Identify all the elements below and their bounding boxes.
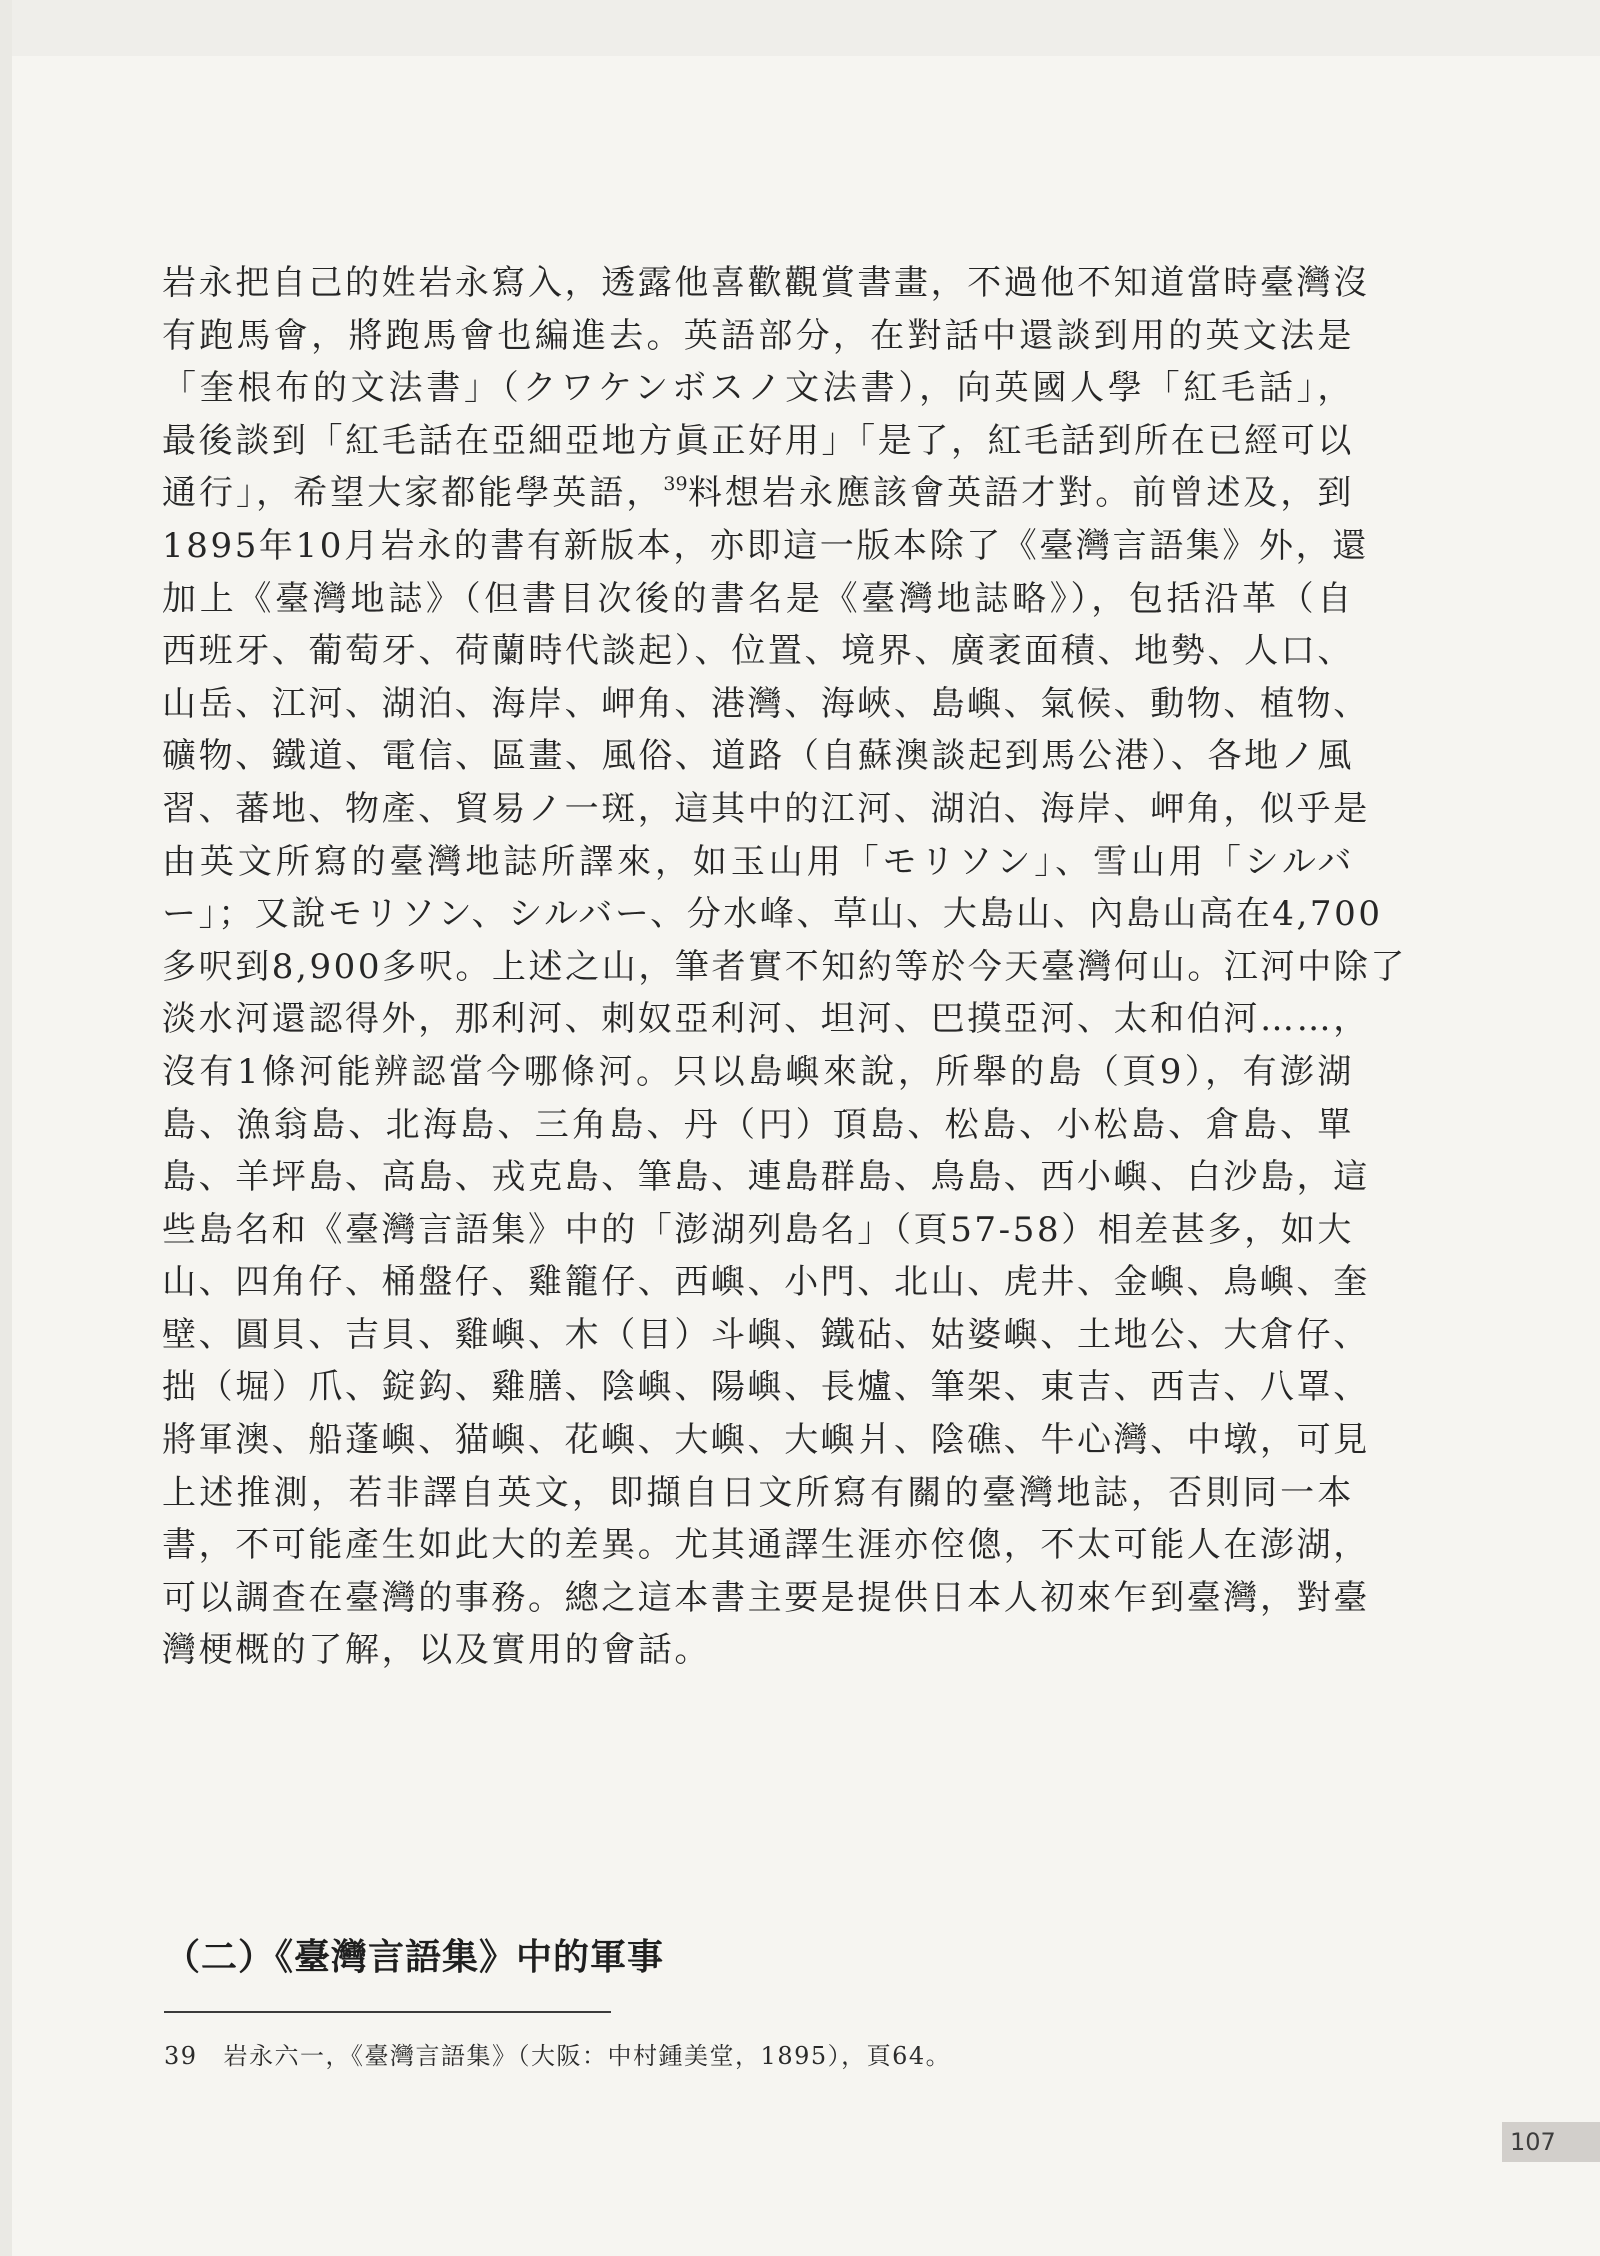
body-line: 島、漁翁島、北海島、三角島、丹（円）頂島、松島、小松島、倉島、單: [162, 1104, 1354, 1145]
body-line: 習、蕃地、物產、貿易ノ一斑，這其中的江河、湖泊、海岸、岬角，似乎是: [162, 788, 1370, 829]
body-line: 上述推測，若非譯自英文，即擷自日文所寫有關的臺灣地誌，否則同一本: [162, 1472, 1354, 1513]
body-line: 由英文所寫的臺灣地誌所譯來，如玉山用「モリソン」、雪山用「シルバ: [162, 841, 1354, 882]
page-number: 107: [1502, 2122, 1600, 2162]
body-line: 壁、圓貝、吉貝、雞嶼、木（目）斗嶼、鐵砧、姑婆嶼、土地公、大倉仔、: [162, 1314, 1370, 1355]
body-line: 礦物、鐵道、電信、區畫、風俗、道路（自蘇澳談起到馬公港）、各地ノ風: [162, 736, 1354, 777]
body-line: 淡水河還認得外，那利河、刺奴亞利河、坦河、巴摸亞河、太和伯河……，: [162, 999, 1370, 1040]
body-line: 1895年10月岩永的書有新版本，亦即這一版本除了《臺灣言語集》外，還: [162, 525, 1369, 566]
body-line: 可以調查在臺灣的事務。總之這本書主要是提供日本人初來乍到臺灣，對臺: [162, 1577, 1370, 1618]
body-line: [162, 467, 1354, 520]
body-line: 些島名和《臺灣言語集》中的「澎湖列島名」（頁57-58）相差甚多，如大: [162, 1209, 1355, 1250]
body-line: 多呎到8,900多呎。上述之山，筆者實不知約等於今天臺灣何山。江河中除了: [162, 946, 1407, 987]
footnote-number: 39: [164, 2042, 198, 2070]
body-line: 沒有1條河能辨認當今哪條河。只以島嶼來說，所舉的島（頁9），有澎湖: [162, 1051, 1354, 1092]
body-line: 「奎根布的文法書」（クワケンボスノ文法書），向英國人學「紅毛話」，: [162, 368, 1354, 409]
footnote-divider: [164, 2011, 611, 2013]
body-line: 最後談到「紅毛話在亞細亞地方眞正好用」「是了，紅毛話到所在已經可以: [162, 420, 1354, 461]
scan-top-band: [0, 0, 1600, 56]
footnote: [164, 2036, 951, 2071]
body-line: 加上《臺灣地誌》（但書目次後的書名是《臺灣地誌略》），包括沿革（自: [162, 578, 1354, 619]
body-line: 山、四角仔、桶盤仔、雞籠仔、西嶼、小門、北山、虎井、金嶼、鳥嶼、奎: [162, 1262, 1370, 1303]
body-line-segment: 通行」，希望大家都能學英語，: [162, 473, 664, 514]
body-line: 書，不可能產生如此大的差異。尤其通譯生涯亦倥傯，不太可能人在澎湖，: [162, 1525, 1370, 1566]
body-line: 西班牙、葡萄牙、荷蘭時代談起）、位置、境界、廣袤面積、地勢、人口、: [162, 631, 1354, 672]
footnote-text: 岩永六一，《臺灣言語集》（大阪：中村鍾美堂，1895），頁64。: [223, 2042, 952, 2070]
body-line: ー」；又說モリソン、シルバー、分水峰、草山、大島山、內島山高在4,700: [162, 894, 1383, 935]
body-line: 灣梗概的了解，以及實用的會話。: [162, 1630, 711, 1671]
body-line: 拙（堀）爪、錠鈎、雞膳、陰嶼、陽嶼、長爐、筆架、東吉、西吉、八罩、: [162, 1367, 1370, 1408]
body-paragraph: [162, 257, 1407, 1677]
footnote-reference: 39: [663, 473, 688, 496]
body-line: 將軍澳、船蓬嶼、猫嶼、花嶼、大嶼、大嶼爿、陰礁、牛心灣、中墩，可見: [162, 1420, 1370, 1461]
body-line: 岩永把自己的姓岩永寫入，透露他喜歡觀賞書畫，不過他不知道當時臺灣沒: [162, 263, 1370, 303]
section-heading: （二）《臺灣言語集》中的軍事: [164, 1937, 665, 1978]
body-line: 山岳、江河、湖泊、海岸、岬角、港灣、海峽、島嶼、氣候、動物、植物、: [162, 683, 1370, 724]
body-line: 島、羊坪島、高島、戎克島、筆島、連島群島、鳥島、西小嶼、白沙島，這: [162, 1157, 1370, 1198]
body-line: 有跑馬會，將跑馬會也編進去。英語部分，在對話中還談到用的英文法是: [162, 315, 1354, 356]
scan-left-edge: [0, 0, 12, 2256]
body-line-segment: 料想岩永應該會英語才對。前曾述及，到: [687, 473, 1354, 514]
